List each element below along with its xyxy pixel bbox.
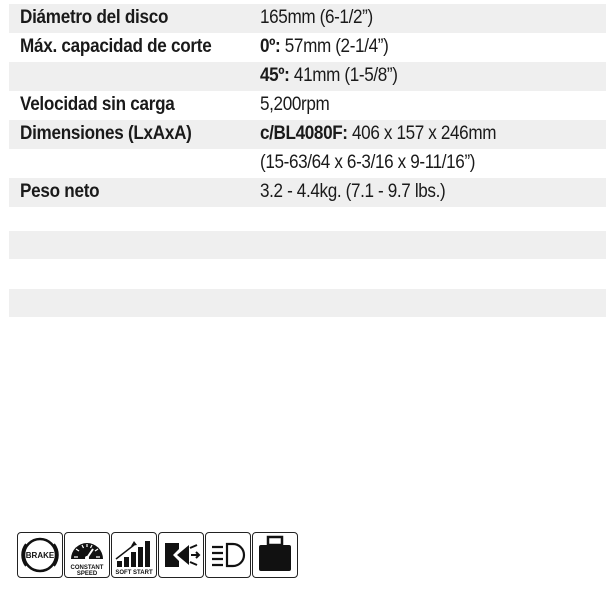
spec-row-net-weight: [0, 178, 607, 207]
spec-row-disc-diameter: [0, 4, 607, 33]
spec-row-dimensions-inches: [0, 149, 607, 178]
spec-label: Máx. capacidad de corte: [20, 36, 212, 57]
constant-speed-caption: CONSTANT SPEED: [70, 565, 104, 577]
spec-value: 0º: 57mm (2-1/4”): [260, 36, 389, 57]
soft-start-icon: [111, 532, 157, 578]
constant-speed-icon: [64, 532, 110, 578]
spec-value: 45º: 41mm (1-5/8”): [260, 65, 398, 86]
spec-value: 3.2 - 4.4kg. (7.1 - 9.7 lbs.): [260, 181, 446, 202]
spec-value: c/BL4080F: 406 x 157 x 246mm: [260, 123, 497, 144]
spec-row-cut-capacity-0: [0, 33, 607, 62]
led-light-icon: [205, 532, 251, 578]
brake-icon: [17, 532, 63, 578]
carrying-case-icon: [252, 532, 298, 578]
spec-value: (15-63/64 x 6-3/16 x 9-11/16”): [260, 152, 476, 173]
brake-caption: BRAKE: [25, 551, 55, 560]
row-shade-6: [9, 289, 606, 317]
feature-icons: [17, 532, 298, 578]
spec-row-cut-capacity-45: [0, 62, 607, 91]
spec-row-no-load-speed: [0, 91, 607, 120]
blower-icon: [158, 532, 204, 578]
soft-start-caption: SOFT START: [115, 570, 153, 576]
spec-label: Dimensiones (LxAxA): [20, 123, 192, 144]
spec-row-dimensions: [0, 120, 607, 149]
spec-value: 5,200rpm: [260, 94, 330, 115]
spec-label: Velocidad sin carga: [20, 94, 175, 115]
spec-value: 165mm (6-1/2”): [260, 7, 373, 28]
spec-label: Diámetro del disco: [20, 7, 169, 28]
spec-label: Peso neto: [20, 181, 100, 202]
row-shade-5: [9, 231, 606, 259]
